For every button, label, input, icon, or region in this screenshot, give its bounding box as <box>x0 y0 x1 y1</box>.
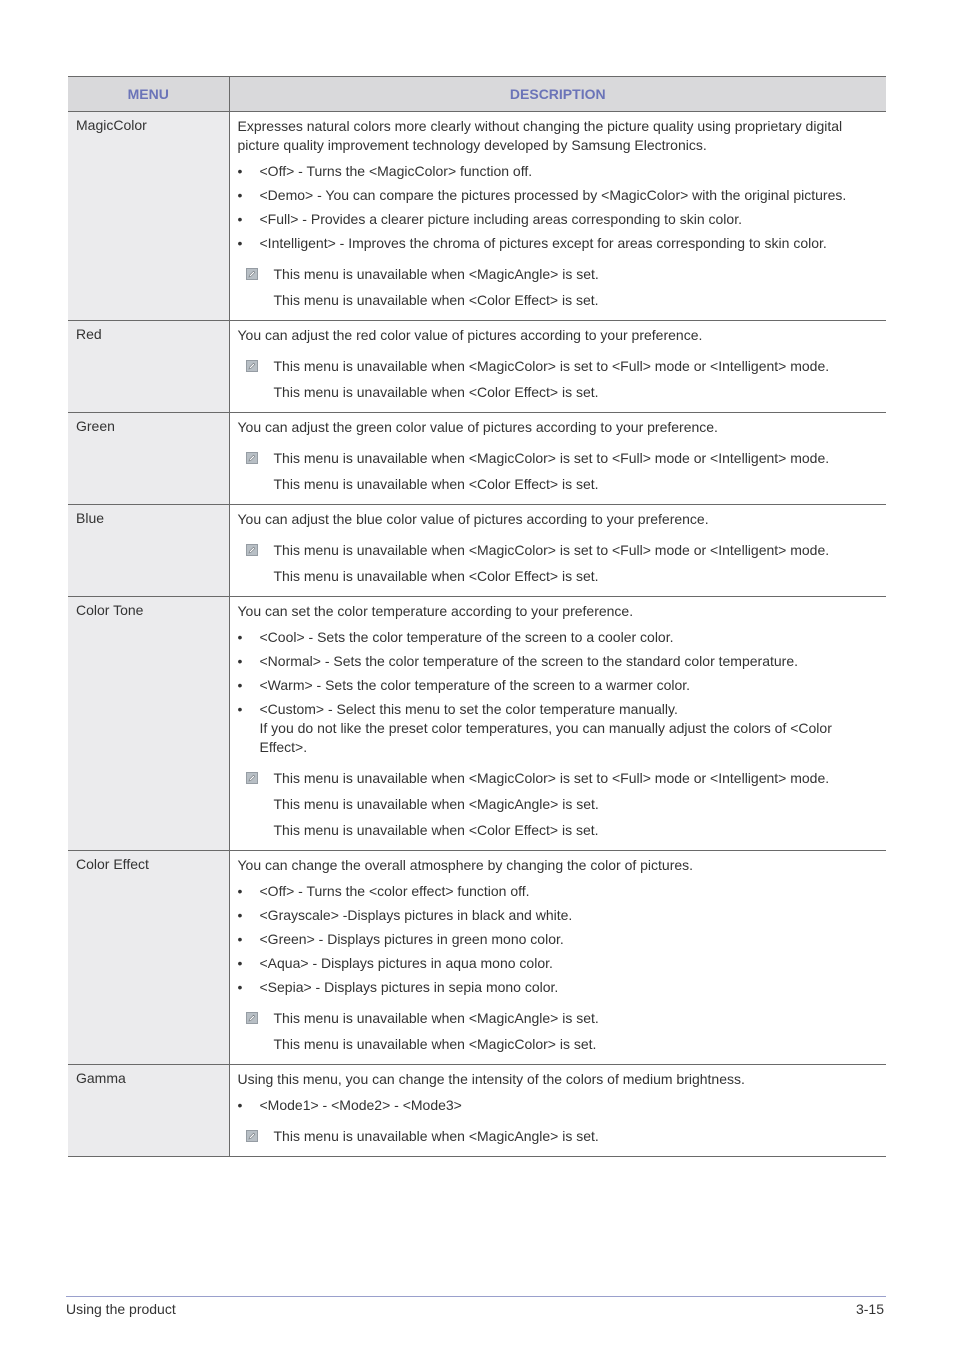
note <box>238 357 875 376</box>
list-item <box>238 676 875 695</box>
bullet-icon: • <box>237 211 243 227</box>
list-item-text: <Off> - Turns the <MagicColor> function off. <box>259 163 533 179</box>
list-item-text: <Normal> - Sets the color temperature of the screen to the standard color temperature. <box>259 653 798 669</box>
note <box>238 475 875 494</box>
description-text: You can adjust the blue color value of pictures according to your preference. <box>237 511 709 527</box>
note-pencil-icon <box>246 772 258 784</box>
note <box>238 449 875 468</box>
description-cell <box>229 413 886 505</box>
description-text: You can change the overall atmosphere by changing the color of pictures. <box>237 857 694 873</box>
description-cell <box>229 851 886 1065</box>
note-pencil-icon <box>246 544 258 556</box>
note <box>238 541 875 560</box>
table-row <box>68 413 886 505</box>
note-group <box>238 265 875 310</box>
list-item-text: <Green> - Displays pictures in green mono color. <box>259 931 564 947</box>
list-item-text: <Custom> - Select this menu to set the color temperature manually. If you do not like the preset color temperatures, you can manually adjust the colors of <Color Effect>. <box>259 701 832 755</box>
table-body <box>68 112 886 1157</box>
bullet-icon: • <box>237 235 243 251</box>
note-group <box>238 357 875 402</box>
note <box>238 795 875 814</box>
note-group <box>238 769 875 840</box>
menu-cell: Color Tone <box>68 597 229 851</box>
description-cell <box>229 597 886 851</box>
list-item <box>238 906 875 925</box>
note-text: This menu is unavailable when <MagicColor> is set to <Full> mode or <Intelligent> mode. <box>273 542 830 558</box>
description-cell <box>229 112 886 321</box>
note-text: This menu is unavailable when <MagicAngle> is set. <box>273 1010 599 1026</box>
description-text: You can adjust the green color value of pictures according to your preference. <box>237 419 718 435</box>
description-cell <box>229 1065 886 1157</box>
description-text: Using this menu, you can change the intensity of the colors of medium brightness. <box>237 1071 745 1087</box>
list-item-text: <Intelligent> - Improves the chroma of pictures except for areas corresponding to skin color. <box>259 235 827 251</box>
table-row <box>68 321 886 413</box>
menu-cell: Color Effect <box>68 851 229 1065</box>
list-item-text: <Warm> - Sets the color temperature of the screen to a warmer color. <box>259 677 691 693</box>
note <box>238 1009 875 1028</box>
note-text: This menu is unavailable when <MagicColor> is set to <Full> mode or <Intelligent> mode. <box>273 358 830 374</box>
note <box>238 567 875 586</box>
menu-column-header: MENU <box>68 77 229 112</box>
list-item-text: <Mode1> - <Mode2> - <Mode3> <box>259 1097 462 1113</box>
list-item <box>238 978 875 997</box>
description-cell <box>229 321 886 413</box>
note-group <box>238 1009 875 1054</box>
table-row <box>68 112 886 321</box>
note-text: This menu is unavailable when <MagicAngle> is set. <box>273 1128 599 1144</box>
note-pencil-icon <box>246 360 258 372</box>
description-text: You can adjust the red color value of pictures according to your preference. <box>237 327 703 343</box>
note-text: This menu is unavailable when <Color Effect> is set. <box>273 384 599 400</box>
note-text: This menu is unavailable when <MagicAngle> is set. <box>273 796 599 812</box>
bullet-icon: • <box>237 629 243 645</box>
list-item-text: <Off> - Turns the <color effect> function off. <box>259 883 530 899</box>
note-text: This menu is unavailable when <MagicColor> is set to <Full> mode or <Intelligent> mode. <box>273 770 830 786</box>
list-item <box>238 1096 875 1115</box>
list-item-text: <Full> - Provides a clearer picture including areas corresponding to skin color. <box>259 211 742 227</box>
bullet-icon: • <box>237 1097 243 1113</box>
note <box>238 291 875 310</box>
footer-section-title: Using the product <box>66 1301 176 1317</box>
bullet-icon: • <box>237 931 243 947</box>
bullet-icon: • <box>237 653 243 669</box>
list-item <box>238 186 875 205</box>
note-text: This menu is unavailable when <MagicAngle> is set. <box>273 266 599 282</box>
list-item-text: <Grayscale> -Displays pictures in black and white. <box>259 907 573 923</box>
table-row <box>68 1065 886 1157</box>
bullet-icon: • <box>237 883 243 899</box>
note-pencil-icon <box>246 268 258 280</box>
description-column-header: DESCRIPTION <box>229 77 886 112</box>
description-cell <box>229 505 886 597</box>
description-text: Expresses natural colors more clearly without changing the picture quality using proprietary digital picture quality improvement technology developed by Samsung Electronics. <box>237 118 843 153</box>
list-item-text: <Sepia> - Displays pictures in sepia mono color. <box>259 979 559 995</box>
bullet-icon: • <box>237 677 243 693</box>
note-group <box>238 1127 875 1146</box>
note-text: This menu is unavailable when <Color Effect> is set. <box>273 822 599 838</box>
note-group <box>238 541 875 586</box>
description-text: You can set the color temperature according to your preference. <box>237 603 634 619</box>
option-list <box>238 882 875 997</box>
note-text: This menu is unavailable when <MagicColor> is set. <box>273 1036 597 1052</box>
menu-cell: Blue <box>68 505 229 597</box>
note-pencil-icon <box>246 1012 258 1024</box>
note <box>238 265 875 284</box>
table-header-row <box>68 77 886 112</box>
table-row <box>68 597 886 851</box>
list-item-text: <Aqua> - Displays pictures in aqua mono color. <box>259 955 553 971</box>
note-pencil-icon <box>246 1130 258 1142</box>
bullet-icon: • <box>237 701 243 717</box>
list-item-text: <Cool> - Sets the color temperature of the screen to a cooler color. <box>259 629 674 645</box>
list-item <box>238 628 875 647</box>
list-item <box>238 954 875 973</box>
list-item <box>238 652 875 671</box>
option-list <box>238 162 875 253</box>
bullet-icon: • <box>237 907 243 923</box>
list-item <box>238 234 875 253</box>
menu-cell: Gamma <box>68 1065 229 1157</box>
note-text: This menu is unavailable when <Color Effect> is set. <box>273 568 599 584</box>
bullet-icon: • <box>237 979 243 995</box>
option-list <box>238 628 875 757</box>
table-row <box>68 505 886 597</box>
note-pencil-icon <box>246 452 258 464</box>
note-group <box>238 449 875 494</box>
footer-rule <box>66 1296 886 1297</box>
bullet-icon: • <box>237 163 243 179</box>
list-item <box>238 882 875 901</box>
list-item-text: <Demo> - You can compare the pictures processed by <MagicColor> with the original pictures. <box>259 187 847 203</box>
list-item <box>238 162 875 181</box>
table-row <box>68 851 886 1065</box>
list-item <box>238 210 875 229</box>
menu-description-table <box>68 76 886 1157</box>
note <box>238 1127 875 1146</box>
list-item <box>238 930 875 949</box>
note-text: This menu is unavailable when <Color Effect> is set. <box>273 476 599 492</box>
menu-cell: Green <box>68 413 229 505</box>
list-item <box>238 700 875 757</box>
note-text: This menu is unavailable when <Color Effect> is set. <box>273 292 599 308</box>
footer-page-number: 3-15 <box>855 1301 884 1317</box>
note <box>238 821 875 840</box>
note <box>238 1035 875 1054</box>
menu-cell: Red <box>68 321 229 413</box>
note <box>238 383 875 402</box>
bullet-icon: • <box>237 187 243 203</box>
note-text: This menu is unavailable when <MagicColor> is set to <Full> mode or <Intelligent> mode. <box>273 450 830 466</box>
bullet-icon: • <box>237 955 243 971</box>
note <box>238 769 875 788</box>
menu-cell: MagicColor <box>68 112 229 321</box>
option-list <box>238 1096 875 1115</box>
